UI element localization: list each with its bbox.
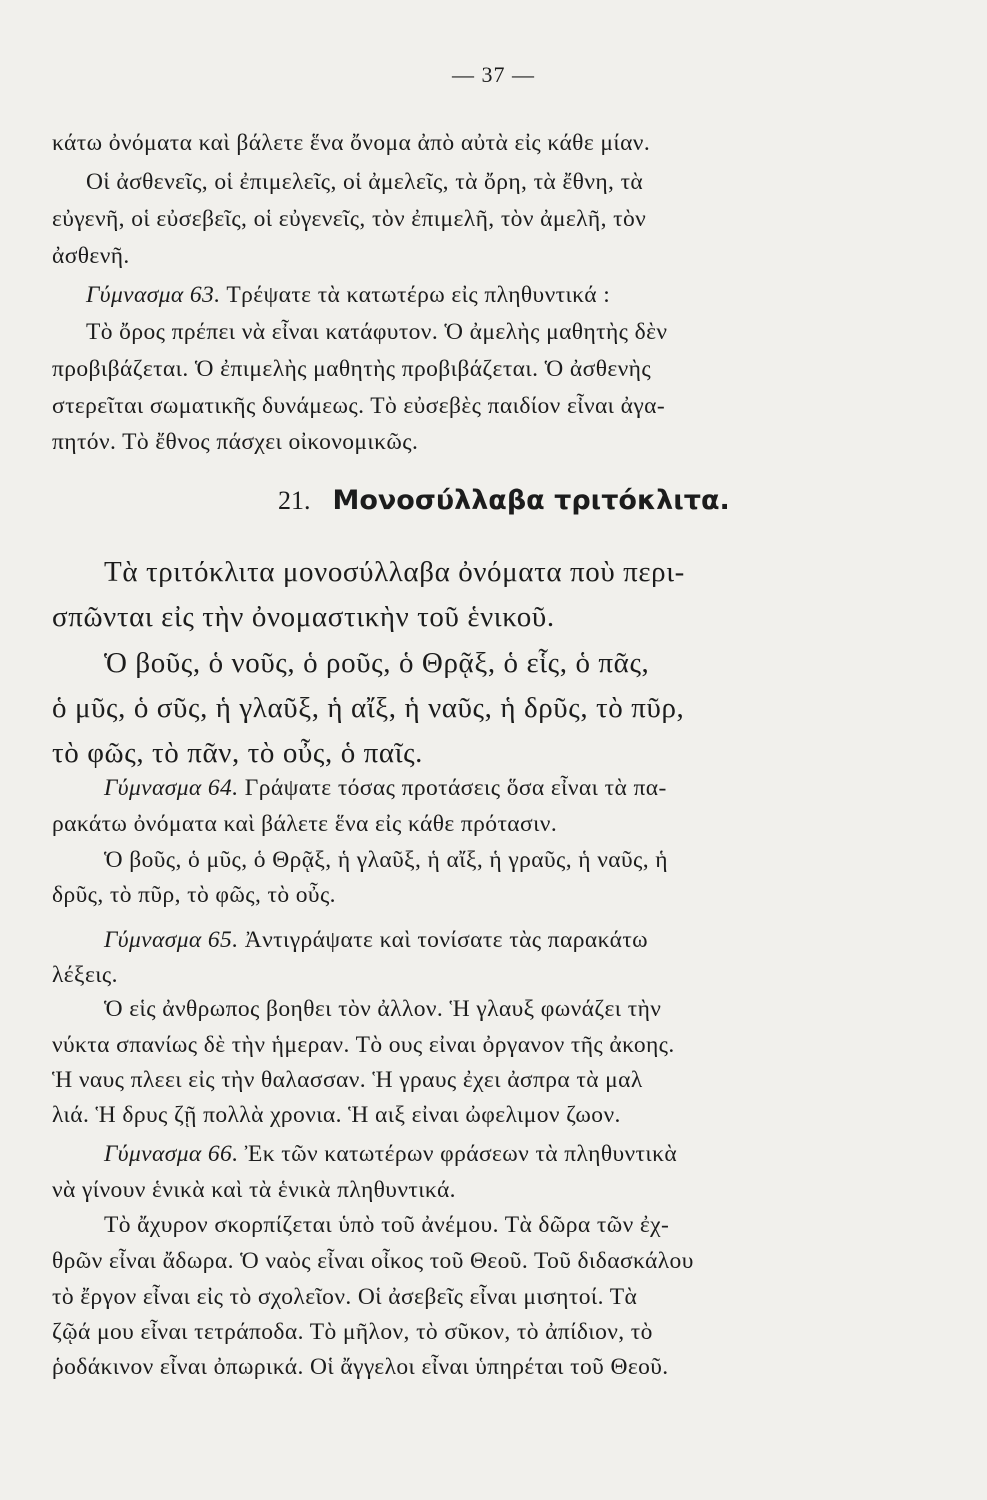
exercise-63-heading bbox=[86, 282, 610, 309]
text-line: Ὁ βοῦς, ὁ μῦς, ὁ Θρᾷξ, ἡ γλαῦξ, ἡ αἴξ, ἡ γραῦς, ἡ ναῦς, ἡ bbox=[104, 847, 668, 873]
exercise-instruction: Ἐκ τῶν κατωτέρων φράσεων τὰ πληθυντικὰ bbox=[244, 1141, 678, 1167]
text-line: πητόν. Τὸ ἔθνος πάσχει οἰκονομικῶς. bbox=[52, 429, 419, 455]
section-heading bbox=[278, 485, 730, 516]
text-line: λέξεις. bbox=[52, 962, 118, 988]
exercise-label: Γύμνασμα 64. bbox=[104, 775, 239, 801]
text-line: Τὸ ὄρος πρέπει νὰ εἶναι κατάφυτον. Ὁ ἀμελὴς μαθητὴς δὲν bbox=[86, 319, 668, 345]
text-line: νὰ γίνουν ἑνικὰ καὶ τὰ ἑνικὰ πληθυντικά. bbox=[52, 1177, 456, 1203]
text-line: ῥοδάκινον εἶναι ὀπωρικά. Οἱ ἄγγελοι εἶναι ὑπηρέται τοῦ Θεοῦ. bbox=[52, 1354, 669, 1380]
exercise-label: Γύμνασμα 66. bbox=[104, 1141, 239, 1167]
text-line: λιά. Ἡ δρυς ζῇ πολλὰ χρονια. Ἡ αιξ εἰναι ὠφελιμον ζωον. bbox=[52, 1102, 621, 1128]
text-line: τὸ ἔργον εἶναι εἰς τὸ σχολεῖον. Οἱ ἀσεβεῖς εἶναι μισητοί. Τὰ bbox=[52, 1284, 638, 1310]
exercise-65-heading bbox=[104, 927, 648, 954]
rule-line: ὁ μῦς, ὁ σῦς, ἡ γλαῦξ, ἡ αἴξ, ἡ ναῦς, ἡ δρῦς, τὸ πῦρ, bbox=[52, 692, 685, 724]
exercise-label: Γύμνασμα 63. bbox=[86, 282, 221, 308]
text-line: εὐγενῆ, οἱ εὐσεβεῖς, οἱ εὐγενεῖς, τὸν ἐπιμελῆ, τὸν ἀμελῆ, τὸν bbox=[52, 206, 647, 232]
exercise-instruction: Ἀντιγράψατε καὶ τονίσατε τὰς παρακάτω bbox=[244, 927, 649, 953]
exercise-instruction: Τρέψατε τὰ κατωτέρω εἰς πληθυντικά : bbox=[226, 282, 611, 308]
rule-line: Τὰ τριτόκλιτα μονοσύλλαβα ὀνόματα ποὺ περι- bbox=[104, 556, 685, 588]
exercise-label: Γύμνασμα 65. bbox=[104, 927, 239, 953]
text-line: στερεῖται σωματικῆς δυνάμεως. Τὸ εὐσεβὲς παιδίον εἶναι ἀγα- bbox=[52, 393, 666, 419]
text-line: Ἡ ναυς πλεει εἰς τὴν θαλασσαν. Ἡ γραυς ἐχει ἀσπρα τὰ μαλ bbox=[52, 1067, 643, 1093]
text-line: Ὁ εἱς ἀνθρωπος βοηθει τὸν ἀλλον. Ἡ γλαυξ φωνάζει τὴν bbox=[104, 996, 662, 1022]
text-line: ζῷά μου εἶναι τετράποδα. Τὸ μῆλον, τὸ σῦκον, τὸ ἀπίδιον, τὸ bbox=[52, 1319, 653, 1345]
section-number: 21. bbox=[278, 486, 311, 515]
page-number: — 37 — bbox=[452, 62, 535, 87]
text-line: ἀσθενῆ. bbox=[52, 243, 130, 269]
text-line: Οἱ ἀσθενεῖς, οἱ ἐπιμελεῖς, οἱ ἀμελεῖς, τὰ ὄρη, τὰ ἔθνη, τὰ bbox=[86, 169, 644, 195]
text-line: κάτω ὀνόματα καὶ βάλετε ἕνα ὄνομα ἀπὸ αὐτὰ εἰς κάθε μίαν. bbox=[52, 130, 651, 156]
text-line: προβιβάζεται. Ὁ ἐπιμελὴς μαθητὴς προβιβάζεται. Ὁ ἀσθενὴς bbox=[52, 356, 652, 382]
rule-line: Ὁ βοῦς, ὁ νοῦς, ὁ ροῦς, ὁ Θρᾷξ, ὁ εἷς, ὁ πᾶς, bbox=[104, 647, 650, 679]
text-line: δρῦς, τὸ πῦρ, τὸ φῶς, τὸ οὖς. bbox=[52, 882, 336, 908]
text-line: θρῶν εἶναι ἄδωρα. Ὁ ναὸς εἶναι οἶκος τοῦ Θεοῦ. Τοῦ διδασκάλου bbox=[52, 1248, 694, 1274]
rule-line: σπῶνται εἰς τὴν ὀνομαστικὴν τοῦ ἑνικοῦ. bbox=[52, 601, 555, 633]
section-title: Μονοσύλλαβα τριτόκλιτα. bbox=[332, 485, 730, 516]
text-line: ρακάτω ὀνόματα καὶ βάλετε ἕνα εἰς κάθε πρότασιν. bbox=[52, 811, 558, 837]
rule-line: τὸ φῶς, τὸ πᾶν, τὸ οὖς, ὁ παῖς. bbox=[52, 737, 424, 769]
text-line: Τὸ ἄχυρον σκορπίζεται ὑπὸ τοῦ ἀνέμου. Τὰ δῶρα τῶν ἐχ- bbox=[104, 1212, 670, 1238]
text-line: νύκτα σπανίως δὲ τὴν ἡμεραν. Τὸ ους εἰναι ὀργανον τῆς ἀκοης. bbox=[52, 1032, 675, 1058]
exercise-instruction: Γράψατε τόσας προτάσεις ὅσα εἶναι τὰ πα- bbox=[244, 775, 667, 801]
exercise-64-heading bbox=[104, 775, 667, 802]
exercise-66-heading bbox=[104, 1141, 677, 1168]
